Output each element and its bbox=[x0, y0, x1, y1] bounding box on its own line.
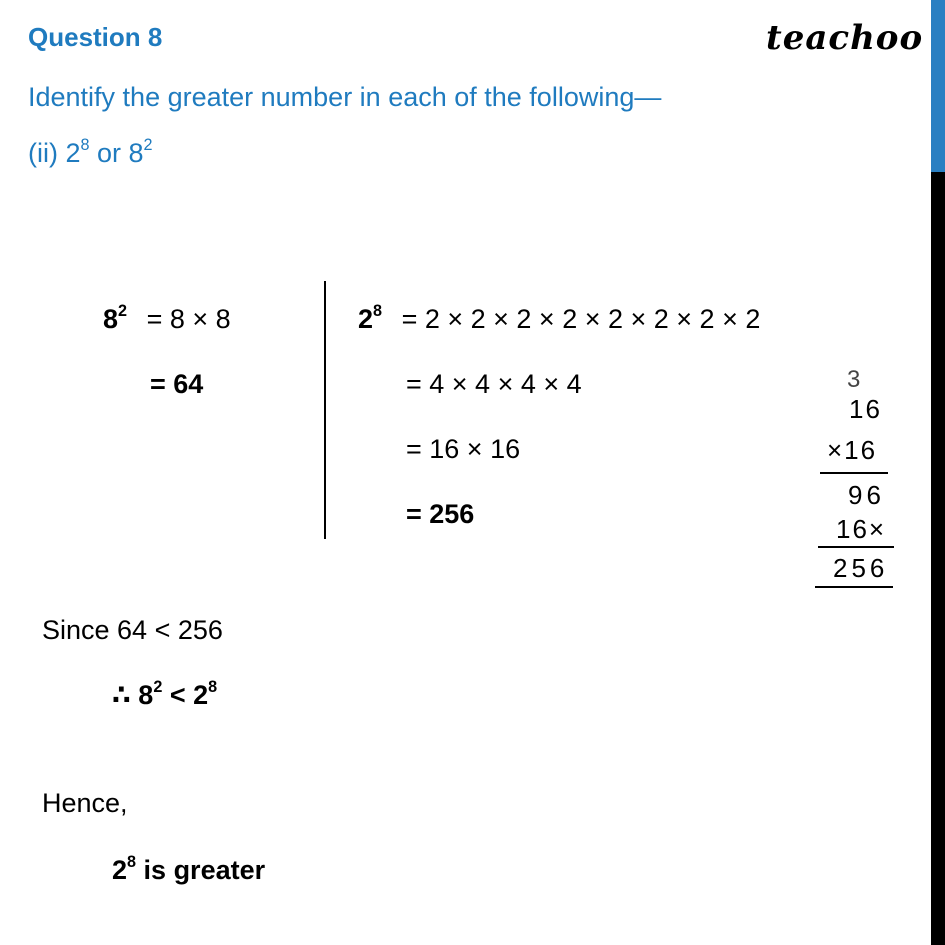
therefore-line bbox=[112, 677, 218, 711]
part-or: or 8 bbox=[89, 138, 144, 168]
part-exp1: 8 bbox=[80, 135, 90, 154]
column-divider bbox=[324, 281, 326, 539]
teachoo-logo: teachoo bbox=[766, 18, 924, 58]
question-title: Question 8 bbox=[28, 22, 163, 52]
question-part bbox=[28, 135, 153, 169]
mult-line-3 bbox=[815, 586, 893, 588]
final-answer bbox=[112, 852, 266, 886]
right-expansion-3: = 16 × 16 bbox=[406, 434, 521, 464]
left-exp: 2 bbox=[118, 301, 128, 320]
final-base: 2 bbox=[112, 855, 128, 885]
right-expansion-2: = 4 × 4 × 4 × 4 bbox=[406, 369, 582, 399]
therefore-exp1: 2 bbox=[153, 677, 163, 696]
right-exp: 8 bbox=[373, 301, 383, 320]
sidebar-accent bbox=[931, 0, 945, 172]
right-expansion-1: = 2 × 2 × 2 × 2 × 2 × 2 × 2 × 2 bbox=[401, 304, 761, 334]
mult-line-1 bbox=[820, 472, 888, 474]
therefore-mid: < 2 bbox=[162, 680, 209, 710]
therefore-lhs: ∴ 8 bbox=[112, 680, 154, 710]
mult-result: 256 bbox=[833, 553, 889, 583]
final-exp: 8 bbox=[127, 852, 137, 871]
right-base: 2 bbox=[358, 304, 374, 334]
question-text: Identify the greater number in each of the following— bbox=[28, 82, 662, 112]
final-text: is greater bbox=[136, 855, 266, 885]
since-text: Since 64 < 256 bbox=[42, 615, 223, 645]
left-expansion: = 8 × 8 bbox=[146, 304, 231, 334]
right-result: = 256 bbox=[406, 499, 475, 529]
part-label: (ii) 2 bbox=[28, 138, 81, 168]
left-line-1 bbox=[103, 301, 231, 335]
mult-partial-1: 96 bbox=[848, 480, 885, 510]
left-base: 8 bbox=[103, 304, 119, 334]
hence-text: Hence, bbox=[42, 788, 128, 818]
sidebar-bar bbox=[931, 172, 945, 945]
mult-partial-2: 16× bbox=[836, 514, 887, 544]
mult-times: ×16 bbox=[827, 435, 878, 465]
part-exp2: 2 bbox=[143, 135, 153, 154]
mult-line-2 bbox=[818, 546, 894, 548]
carry-digit: 3 bbox=[847, 366, 861, 393]
mult-top: 16 bbox=[849, 394, 882, 424]
left-result: = 64 bbox=[150, 369, 204, 399]
right-line-1 bbox=[358, 301, 761, 335]
therefore-exp2: 8 bbox=[208, 677, 218, 696]
